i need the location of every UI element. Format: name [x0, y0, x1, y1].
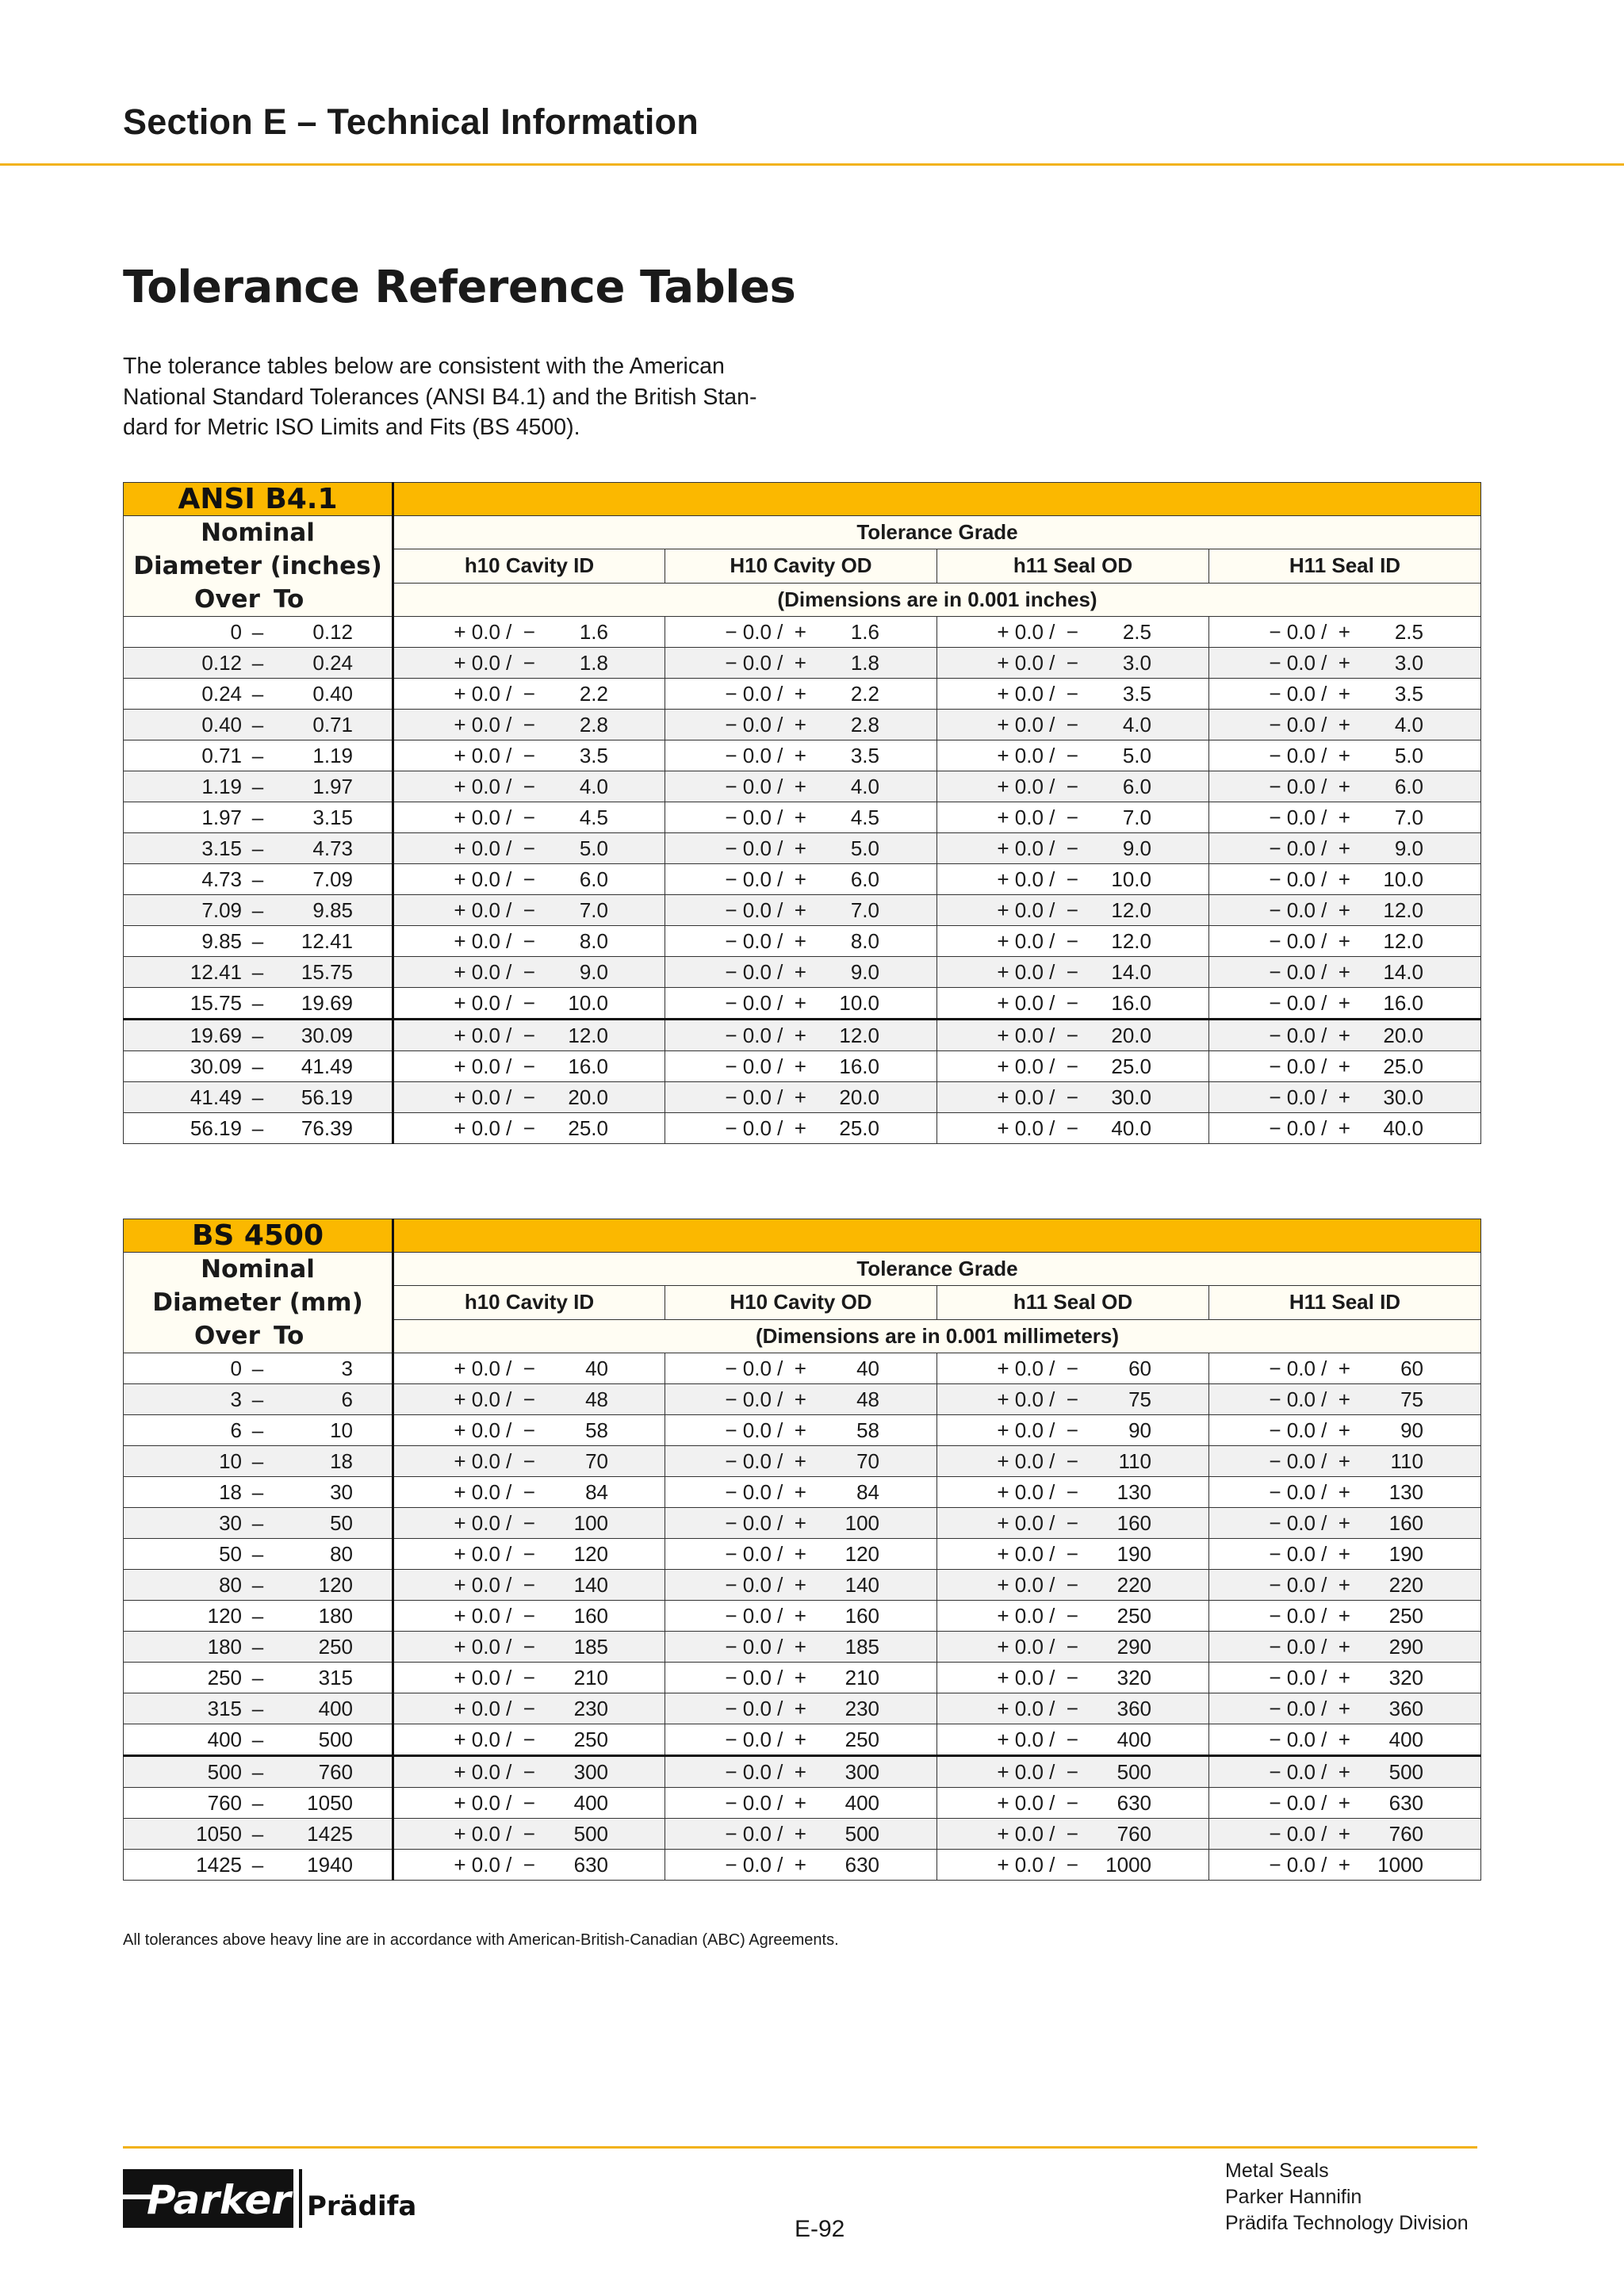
tolerance-cell: + 0.0 / − 16.0	[937, 988, 1209, 1020]
tolerance-cell: + 0.0 / − 190	[937, 1539, 1209, 1570]
tolerance-cell: + 0.0 / − 130	[937, 1477, 1209, 1508]
tolerance-cell: − 0.0 / + 12.0	[1209, 895, 1481, 926]
table-row	[124, 1539, 1481, 1570]
tolerance-cell: + 0.0 / − 12.0	[393, 1020, 665, 1051]
tolerance-cell: + 0.0 / − 60	[937, 1353, 1209, 1384]
range-cell: 0 – 3	[124, 1353, 393, 1384]
table-row	[124, 1788, 1481, 1819]
tolerance-cell: + 0.0 / − 40	[393, 1353, 665, 1384]
table-row	[124, 1508, 1481, 1539]
tolerance-cell: − 0.0 / + 75	[1209, 1384, 1481, 1415]
tolerance-cell: + 0.0 / − 630	[937, 1788, 1209, 1819]
table-row	[124, 1051, 1481, 1082]
tolerance-cell: − 0.0 / + 760	[1209, 1819, 1481, 1850]
tolerance-cell: + 0.0 / − 4.5	[393, 802, 665, 833]
tolerance-cell: + 0.0 / − 90	[937, 1415, 1209, 1446]
range-cell: 56.19 – 76.39	[124, 1113, 393, 1144]
table-row	[124, 740, 1481, 771]
col-header: h10 Cavity ID	[393, 1286, 665, 1319]
tolerance-cell: − 0.0 / + 120	[665, 1539, 937, 1570]
col-header: h11 Seal OD	[937, 1286, 1209, 1319]
dimension-note: (Dimensions are in 0.001 inches)	[393, 583, 1481, 616]
tolerance-cell: − 0.0 / + 190	[1209, 1539, 1481, 1570]
tolerance-cell: − 0.0 / + 9.0	[1209, 833, 1481, 864]
tolerance-cell: + 0.0 / − 6.0	[393, 864, 665, 895]
tolerance-cell: + 0.0 / − 10.0	[393, 988, 665, 1020]
tolerance-cell: − 0.0 / + 5.0	[1209, 740, 1481, 771]
tolerance-cell: + 0.0 / − 500	[393, 1819, 665, 1850]
tolerance-cell: + 0.0 / − 250	[393, 1724, 665, 1756]
tolerance-cell: + 0.0 / − 6.0	[937, 771, 1209, 802]
table-row	[124, 1632, 1481, 1663]
page-title: Tolerance Reference Tables	[123, 262, 796, 313]
parker-pradifa-logo	[123, 2163, 417, 2234]
table-row	[124, 1724, 1481, 1756]
tolerance-cell: − 0.0 / + 400	[1209, 1724, 1481, 1756]
tolerance-cell: − 0.0 / + 4.5	[665, 802, 937, 833]
tolerance-cell: + 0.0 / − 1.8	[393, 648, 665, 679]
table-row	[124, 771, 1481, 802]
tolerance-cell: + 0.0 / − 3.5	[393, 740, 665, 771]
range-cell: 120 – 180	[124, 1601, 393, 1632]
nominal-diameter-header: Nominal Diameter (mm) Over To	[124, 1253, 393, 1353]
tolerance-cell: + 0.0 / − 630	[393, 1850, 665, 1881]
tolerance-cell: − 0.0 / + 40.0	[1209, 1113, 1481, 1144]
tolerance-cell: − 0.0 / + 10.0	[1209, 864, 1481, 895]
table-row	[124, 864, 1481, 895]
range-cell: 760 – 1050	[124, 1788, 393, 1819]
tolerance-cell: + 0.0 / − 9.0	[393, 957, 665, 988]
range-cell: 500 – 760	[124, 1756, 393, 1788]
tolerance-cell: + 0.0 / − 20.0	[393, 1082, 665, 1113]
tolerance-cell: + 0.0 / − 20.0	[937, 1020, 1209, 1051]
tolerance-cell: + 0.0 / − 760	[937, 1819, 1209, 1850]
intro-line: National Standard Tolerances (ANSI B4.1) and the British Stan-	[123, 384, 757, 410]
range-cell: 1425 – 1940	[124, 1850, 393, 1881]
tolerance-cell: − 0.0 / + 630	[665, 1850, 937, 1881]
tolerance-cell: + 0.0 / − 100	[393, 1508, 665, 1539]
tolerance-cell: − 0.0 / + 160	[1209, 1508, 1481, 1539]
tolerance-cell: + 0.0 / − 400	[937, 1724, 1209, 1756]
table-row	[124, 1819, 1481, 1850]
tolerance-cell: + 0.0 / − 5.0	[937, 740, 1209, 771]
range-cell: 7.09 – 9.85	[124, 895, 393, 926]
tolerance-cell: − 0.0 / + 84	[665, 1477, 937, 1508]
range-cell: 50 – 80	[124, 1539, 393, 1570]
table-row	[124, 957, 1481, 988]
table-row	[124, 1113, 1481, 1144]
tolerance-cell: − 0.0 / + 250	[665, 1724, 937, 1756]
page-number: E-92	[795, 2216, 845, 2242]
tolerance-cell: − 0.0 / + 70	[665, 1446, 937, 1477]
tolerance-cell: − 0.0 / + 130	[1209, 1477, 1481, 1508]
tolerance-cell: + 0.0 / − 7.0	[937, 802, 1209, 833]
tolerance-cell: − 0.0 / + 210	[665, 1663, 937, 1693]
tolerance-cell: + 0.0 / − 500	[937, 1756, 1209, 1788]
col-header: H11 Seal ID	[1209, 1286, 1481, 1319]
tolerance-cell: − 0.0 / + 2.5	[1209, 617, 1481, 648]
tolerance-cell: + 0.0 / − 58	[393, 1415, 665, 1446]
tolerance-cell: + 0.0 / − 10.0	[937, 864, 1209, 895]
tolerance-cell: + 0.0 / − 3.0	[937, 648, 1209, 679]
table-row	[124, 988, 1481, 1020]
tolerance-cell: − 0.0 / + 185	[665, 1632, 937, 1663]
tolerance-cell: − 0.0 / + 6.0	[1209, 771, 1481, 802]
tolerance-cell: − 0.0 / + 4.0	[1209, 710, 1481, 740]
tolerance-cell: + 0.0 / − 185	[393, 1632, 665, 1663]
footer-rule	[123, 2146, 1477, 2149]
tolerance-cell: + 0.0 / − 220	[937, 1570, 1209, 1601]
intro-paragraph	[123, 351, 797, 443]
tolerance-cell: + 0.0 / − 1000	[937, 1850, 1209, 1881]
tolerance-cell: + 0.0 / − 160	[393, 1601, 665, 1632]
table-row	[124, 617, 1481, 648]
tolerance-cell: + 0.0 / − 3.5	[937, 679, 1209, 710]
range-cell: 0 – 0.12	[124, 617, 393, 648]
tolerance-cell: − 0.0 / + 500	[665, 1819, 937, 1850]
dimension-note: (Dimensions are in 0.001 millimeters)	[393, 1319, 1481, 1353]
range-cell: 0.40 – 0.71	[124, 710, 393, 740]
range-cell: 250 – 315	[124, 1663, 393, 1693]
tolerance-cell: + 0.0 / − 300	[393, 1756, 665, 1788]
tolerance-cell: − 0.0 / + 1.8	[665, 648, 937, 679]
tolerance-cell: − 0.0 / + 4.0	[665, 771, 937, 802]
tolerance-cell: − 0.0 / + 160	[665, 1601, 937, 1632]
footer-line: Prädifa Technology Division	[1225, 2212, 1469, 2234]
range-cell: 80 – 120	[124, 1570, 393, 1601]
tolerance-cell: − 0.0 / + 48	[665, 1384, 937, 1415]
range-cell: 6 – 10	[124, 1415, 393, 1446]
tolerance-cell: − 0.0 / + 400	[665, 1788, 937, 1819]
range-cell: 9.85 – 12.41	[124, 926, 393, 957]
tolerance-grade-header: Tolerance Grade	[393, 516, 1481, 549]
table-row	[124, 1570, 1481, 1601]
footnote: All tolerances above heavy line are in accordance with American-British-Canadian (ABC) Agreements.	[123, 1931, 839, 1949]
col-header: H10 Cavity OD	[665, 549, 937, 583]
tolerance-cell: + 0.0 / − 2.2	[393, 679, 665, 710]
tolerance-cell: − 0.0 / + 3.5	[665, 740, 937, 771]
tolerance-cell: + 0.0 / − 70	[393, 1446, 665, 1477]
range-cell: 4.73 – 7.09	[124, 864, 393, 895]
tolerance-cell: + 0.0 / − 290	[937, 1632, 1209, 1663]
tolerance-cell: + 0.0 / − 140	[393, 1570, 665, 1601]
tolerance-cell: + 0.0 / − 12.0	[937, 926, 1209, 957]
table-row	[124, 710, 1481, 740]
table-row	[124, 679, 1481, 710]
tolerance-cell: + 0.0 / − 75	[937, 1384, 1209, 1415]
section-title: Section E – Technical Information	[123, 101, 699, 142]
range-cell: 30 – 50	[124, 1508, 393, 1539]
col-header: h11 Seal OD	[937, 549, 1209, 583]
table-row	[124, 833, 1481, 864]
tolerance-cell: + 0.0 / − 14.0	[937, 957, 1209, 988]
table-row	[124, 926, 1481, 957]
logo-pradifa-text: Prädifa	[307, 2191, 417, 2222]
tolerance-cell: − 0.0 / + 3.0	[1209, 648, 1481, 679]
tolerance-cell: − 0.0 / + 320	[1209, 1663, 1481, 1693]
tolerance-cell: − 0.0 / + 300	[665, 1756, 937, 1788]
table-row	[124, 1446, 1481, 1477]
tolerance-cell: + 0.0 / − 2.5	[937, 617, 1209, 648]
range-cell: 315 – 400	[124, 1693, 393, 1724]
table-row	[124, 1415, 1481, 1446]
tolerance-cell: − 0.0 / + 12.0	[665, 1020, 937, 1051]
table-row	[124, 1477, 1481, 1508]
table-row	[124, 1601, 1481, 1632]
table-title-band	[393, 1219, 1481, 1253]
tolerance-cell: − 0.0 / + 7.0	[665, 895, 937, 926]
tolerance-cell: − 0.0 / + 220	[1209, 1570, 1481, 1601]
tolerance-cell: + 0.0 / − 5.0	[393, 833, 665, 864]
tolerance-cell: + 0.0 / − 120	[393, 1539, 665, 1570]
footer-line: Parker Hannifin	[1225, 2186, 1362, 2208]
table-title: BS 4500	[124, 1219, 393, 1253]
tolerance-cell: + 0.0 / − 210	[393, 1663, 665, 1693]
range-cell: 30.09 – 41.49	[124, 1051, 393, 1082]
tolerance-cell: + 0.0 / − 360	[937, 1693, 1209, 1724]
tolerance-cell: + 0.0 / − 250	[937, 1601, 1209, 1632]
tolerance-cell: + 0.0 / − 7.0	[393, 895, 665, 926]
tolerance-cell: + 0.0 / − 4.0	[393, 771, 665, 802]
range-cell: 400 – 500	[124, 1724, 393, 1756]
tolerance-cell: − 0.0 / + 14.0	[1209, 957, 1481, 988]
tolerance-cell: − 0.0 / + 12.0	[1209, 926, 1481, 957]
tolerance-cell: − 0.0 / + 5.0	[665, 833, 937, 864]
tolerance-cell: + 0.0 / − 110	[937, 1446, 1209, 1477]
ansi-tolerance-table	[123, 482, 1481, 1144]
range-cell: 19.69 – 30.09	[124, 1020, 393, 1051]
table-row	[124, 648, 1481, 679]
tolerance-cell: + 0.0 / − 25.0	[393, 1113, 665, 1144]
tolerance-cell: − 0.0 / + 16.0	[1209, 988, 1481, 1020]
tolerance-cell: − 0.0 / + 8.0	[665, 926, 937, 957]
intro-line: dard for Metric ISO Limits and Fits (BS 4500).	[123, 415, 580, 440]
footer-company-info	[1225, 2158, 1469, 2237]
tolerance-cell: + 0.0 / − 160	[937, 1508, 1209, 1539]
range-cell: 180 – 250	[124, 1632, 393, 1663]
range-cell: 18 – 30	[124, 1477, 393, 1508]
nominal-diameter-header: Nominal Diameter (inches) Over To	[124, 516, 393, 617]
tolerance-cell: − 0.0 / + 90	[1209, 1415, 1481, 1446]
col-header: h10 Cavity ID	[393, 549, 665, 583]
tolerance-cell: + 0.0 / − 400	[393, 1788, 665, 1819]
tolerance-cell: − 0.0 / + 20.0	[665, 1082, 937, 1113]
table-row	[124, 1082, 1481, 1113]
tolerance-cell: − 0.0 / + 230	[665, 1693, 937, 1724]
bs4500-tolerance-table	[123, 1219, 1481, 1881]
tolerance-cell: − 0.0 / + 110	[1209, 1446, 1481, 1477]
tolerance-cell: − 0.0 / + 7.0	[1209, 802, 1481, 833]
tolerance-cell: + 0.0 / − 4.0	[937, 710, 1209, 740]
range-cell: 12.41 – 15.75	[124, 957, 393, 988]
range-cell: 0.12 – 0.24	[124, 648, 393, 679]
range-cell: 1.19 – 1.97	[124, 771, 393, 802]
col-header: H11 Seal ID	[1209, 549, 1481, 583]
tolerance-cell: + 0.0 / − 40.0	[937, 1113, 1209, 1144]
table-row	[124, 1020, 1481, 1051]
tolerance-cell: − 0.0 / + 9.0	[665, 957, 937, 988]
tolerance-cell: − 0.0 / + 360	[1209, 1693, 1481, 1724]
tolerance-cell: − 0.0 / + 10.0	[665, 988, 937, 1020]
table-title: ANSI B4.1	[124, 483, 393, 516]
tolerance-cell: − 0.0 / + 6.0	[665, 864, 937, 895]
range-cell: 0.24 – 0.40	[124, 679, 393, 710]
tolerance-cell: − 0.0 / + 250	[1209, 1601, 1481, 1632]
tolerance-cell: − 0.0 / + 100	[665, 1508, 937, 1539]
col-header: H10 Cavity OD	[665, 1286, 937, 1319]
tolerance-cell: + 0.0 / − 30.0	[937, 1082, 1209, 1113]
footer-line: Metal Seals	[1225, 2160, 1329, 2182]
tolerance-grade-header: Tolerance Grade	[393, 1253, 1481, 1286]
tolerance-cell: − 0.0 / + 1.6	[665, 617, 937, 648]
tolerance-cell: + 0.0 / − 1.6	[393, 617, 665, 648]
range-cell: 1050 – 1425	[124, 1819, 393, 1850]
tolerance-cell: − 0.0 / + 60	[1209, 1353, 1481, 1384]
tolerance-cell: − 0.0 / + 30.0	[1209, 1082, 1481, 1113]
tolerance-cell: + 0.0 / − 2.8	[393, 710, 665, 740]
table-row	[124, 1850, 1481, 1881]
tolerance-cell: − 0.0 / + 40	[665, 1353, 937, 1384]
tolerance-cell: − 0.0 / + 25.0	[1209, 1051, 1481, 1082]
tolerance-cell: + 0.0 / − 84	[393, 1477, 665, 1508]
tolerance-cell: − 0.0 / + 500	[1209, 1756, 1481, 1788]
tolerance-cell: − 0.0 / + 16.0	[665, 1051, 937, 1082]
tolerance-cell: − 0.0 / + 1000	[1209, 1850, 1481, 1881]
header-rule	[0, 163, 1624, 166]
tolerance-cell: − 0.0 / + 25.0	[665, 1113, 937, 1144]
tolerance-cell: + 0.0 / − 320	[937, 1663, 1209, 1693]
range-cell: 15.75 – 19.69	[124, 988, 393, 1020]
tolerance-cell: + 0.0 / − 16.0	[393, 1051, 665, 1082]
table-row	[124, 1384, 1481, 1415]
tolerance-cell: + 0.0 / − 9.0	[937, 833, 1209, 864]
tolerance-cell: − 0.0 / + 140	[665, 1570, 937, 1601]
tolerance-cell: − 0.0 / + 290	[1209, 1632, 1481, 1663]
tolerance-cell: + 0.0 / − 12.0	[937, 895, 1209, 926]
range-cell: 41.49 – 56.19	[124, 1082, 393, 1113]
table-row	[124, 1693, 1481, 1724]
tolerance-cell: + 0.0 / − 48	[393, 1384, 665, 1415]
table-title-band	[393, 483, 1481, 516]
tolerance-cell: + 0.0 / − 230	[393, 1693, 665, 1724]
table-row	[124, 1756, 1481, 1788]
tolerance-cell: − 0.0 / + 2.8	[665, 710, 937, 740]
tolerance-cell: − 0.0 / + 3.5	[1209, 679, 1481, 710]
range-cell: 3.15 – 4.73	[124, 833, 393, 864]
table-row	[124, 1353, 1481, 1384]
table-row	[124, 802, 1481, 833]
intro-line: The tolerance tables below are consistent with the American	[123, 354, 725, 379]
tolerance-cell: + 0.0 / − 25.0	[937, 1051, 1209, 1082]
range-cell: 3 – 6	[124, 1384, 393, 1415]
table-row	[124, 1663, 1481, 1693]
tolerance-cell: − 0.0 / + 58	[665, 1415, 937, 1446]
range-cell: 1.97 – 3.15	[124, 802, 393, 833]
tolerance-cell: − 0.0 / + 2.2	[665, 679, 937, 710]
tolerance-cell: − 0.0 / + 20.0	[1209, 1020, 1481, 1051]
range-cell: 10 – 18	[124, 1446, 393, 1477]
logo-parker-text: Parker	[147, 2177, 291, 2223]
tolerance-cell: − 0.0 / + 630	[1209, 1788, 1481, 1819]
range-cell: 0.71 – 1.19	[124, 740, 393, 771]
tolerance-cell: + 0.0 / − 8.0	[393, 926, 665, 957]
table-row	[124, 895, 1481, 926]
